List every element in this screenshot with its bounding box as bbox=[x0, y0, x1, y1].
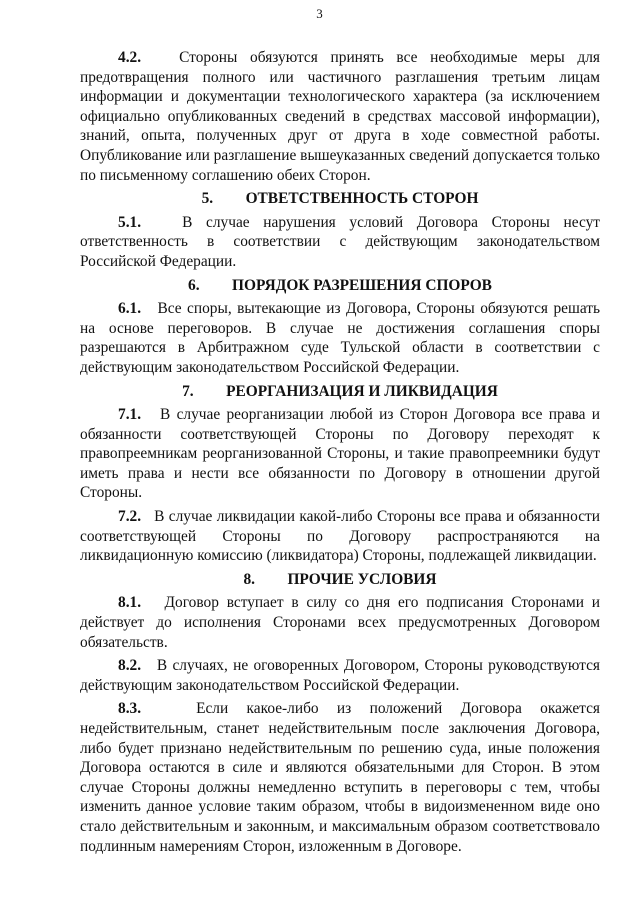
clause-number: 8.3. bbox=[118, 700, 142, 718]
clause-text: В случае нарушения условий Договора Стороны несут ответственность в соответствии с действующим законодательством Российской Федерации. bbox=[80, 213, 600, 270]
clause-paragraph bbox=[80, 299, 600, 377]
clause-text: В случаях, не оговоренных Договором, Стороны руководствуются действующим законодательством Российской Федерации. bbox=[80, 657, 600, 694]
section-number: 8. bbox=[243, 570, 255, 588]
section-heading bbox=[80, 570, 600, 590]
clause-text: В случае реорганизации любой из Сторон Договора все права и обязанности соответствующей Стороны по Договору переходят к правопреемникам реорганизованной Стороны, и такие правопреемники будут иметь права и нести все обязанности по Договору в отношении другой Стороны. bbox=[80, 406, 600, 502]
clause-number: 8.1. bbox=[118, 594, 142, 612]
clause-paragraph bbox=[80, 656, 600, 695]
clause-number: 7.1. bbox=[118, 406, 142, 424]
clause-number: 6.1. bbox=[118, 300, 142, 318]
clause-text: Договор вступает в силу со дня его подписания Сторонами и действует до исполнения Сторонами всех предусмотренных Договором обязательств. bbox=[80, 594, 600, 651]
clause-paragraph bbox=[80, 405, 600, 503]
clause-paragraph bbox=[80, 699, 600, 856]
clause-text: Все споры, вытекающие из Договора, Стороны обязуются решать на основе переговоров. В случае не достижения соглашения споры разрешаются в Арбитражном суде Тульской области в соответствии с действующим законодательством Российской Федерации. bbox=[80, 300, 600, 376]
clause-text: Если какое-либо из положений Договора окажется недействительным, станет недействительным после заключения Договора, либо будет признано недействительным по решению суда, иные положения Договора остаются в силе и являются обязательными для Сторон. В этом случае Стороны должны немедленно вступить в переговоры с тем, чтобы изменить данное условие таким образом, чтобы в видоизмененном виде оно стало действительным и законным, и максимальным образом соответствовало подлинным намерениям Сторон, изложенным в Договоре. bbox=[80, 700, 600, 855]
section-heading bbox=[80, 276, 600, 296]
section-number: 7. bbox=[182, 382, 194, 400]
clause-number: 8.2. bbox=[118, 657, 142, 675]
clause-text: В случае ликвидации какой-либо Стороны все права и обязанности соответствующей Стороны по Договору распространяются на ликвидационную комиссию (ликвидатора) Стороны, подлежащей ликвидации. bbox=[80, 508, 601, 565]
section-heading bbox=[80, 189, 600, 209]
clause-paragraph bbox=[80, 213, 600, 272]
section-number: 5. bbox=[201, 190, 214, 208]
page-number: 3 bbox=[316, 6, 323, 21]
clause-number: 5.1. bbox=[118, 213, 142, 231]
section-title: ОТВЕТСТВЕННОСТЬ СТОРОН bbox=[245, 190, 479, 208]
section-heading bbox=[80, 382, 600, 402]
clause-number: 7.2. bbox=[118, 508, 142, 526]
clause-number: 4.2. bbox=[118, 49, 142, 66]
section-title: РЕОРГАНИЗАЦИЯ И ЛИКВИДАЦИЯ bbox=[226, 382, 498, 400]
document-body bbox=[80, 48, 600, 860]
section-title: ПРОЧИЕ УСЛОВИЯ bbox=[287, 570, 437, 588]
clause-paragraph bbox=[80, 593, 600, 652]
section-title: ПОРЯДОК РАЗРЕШЕНИЯ СПОРОВ bbox=[232, 276, 492, 294]
clause-paragraph bbox=[80, 48, 600, 185]
section-number: 6. bbox=[188, 276, 200, 294]
clause-text: Стороны обязуются принять все необходимые меры для предотвращения полного или частичного разглашения третьим лицам информации и документации технологического характера (за исключением официально опубликованных сведений в средствах массовой информации), знаний, опыта, полученных друг от друга в ходе совместной работы. Опубликование или разглашение вышеуказанных сведений допускается только по письменному соглашению обеих Сторон. bbox=[80, 49, 600, 184]
clause-paragraph bbox=[80, 507, 600, 566]
